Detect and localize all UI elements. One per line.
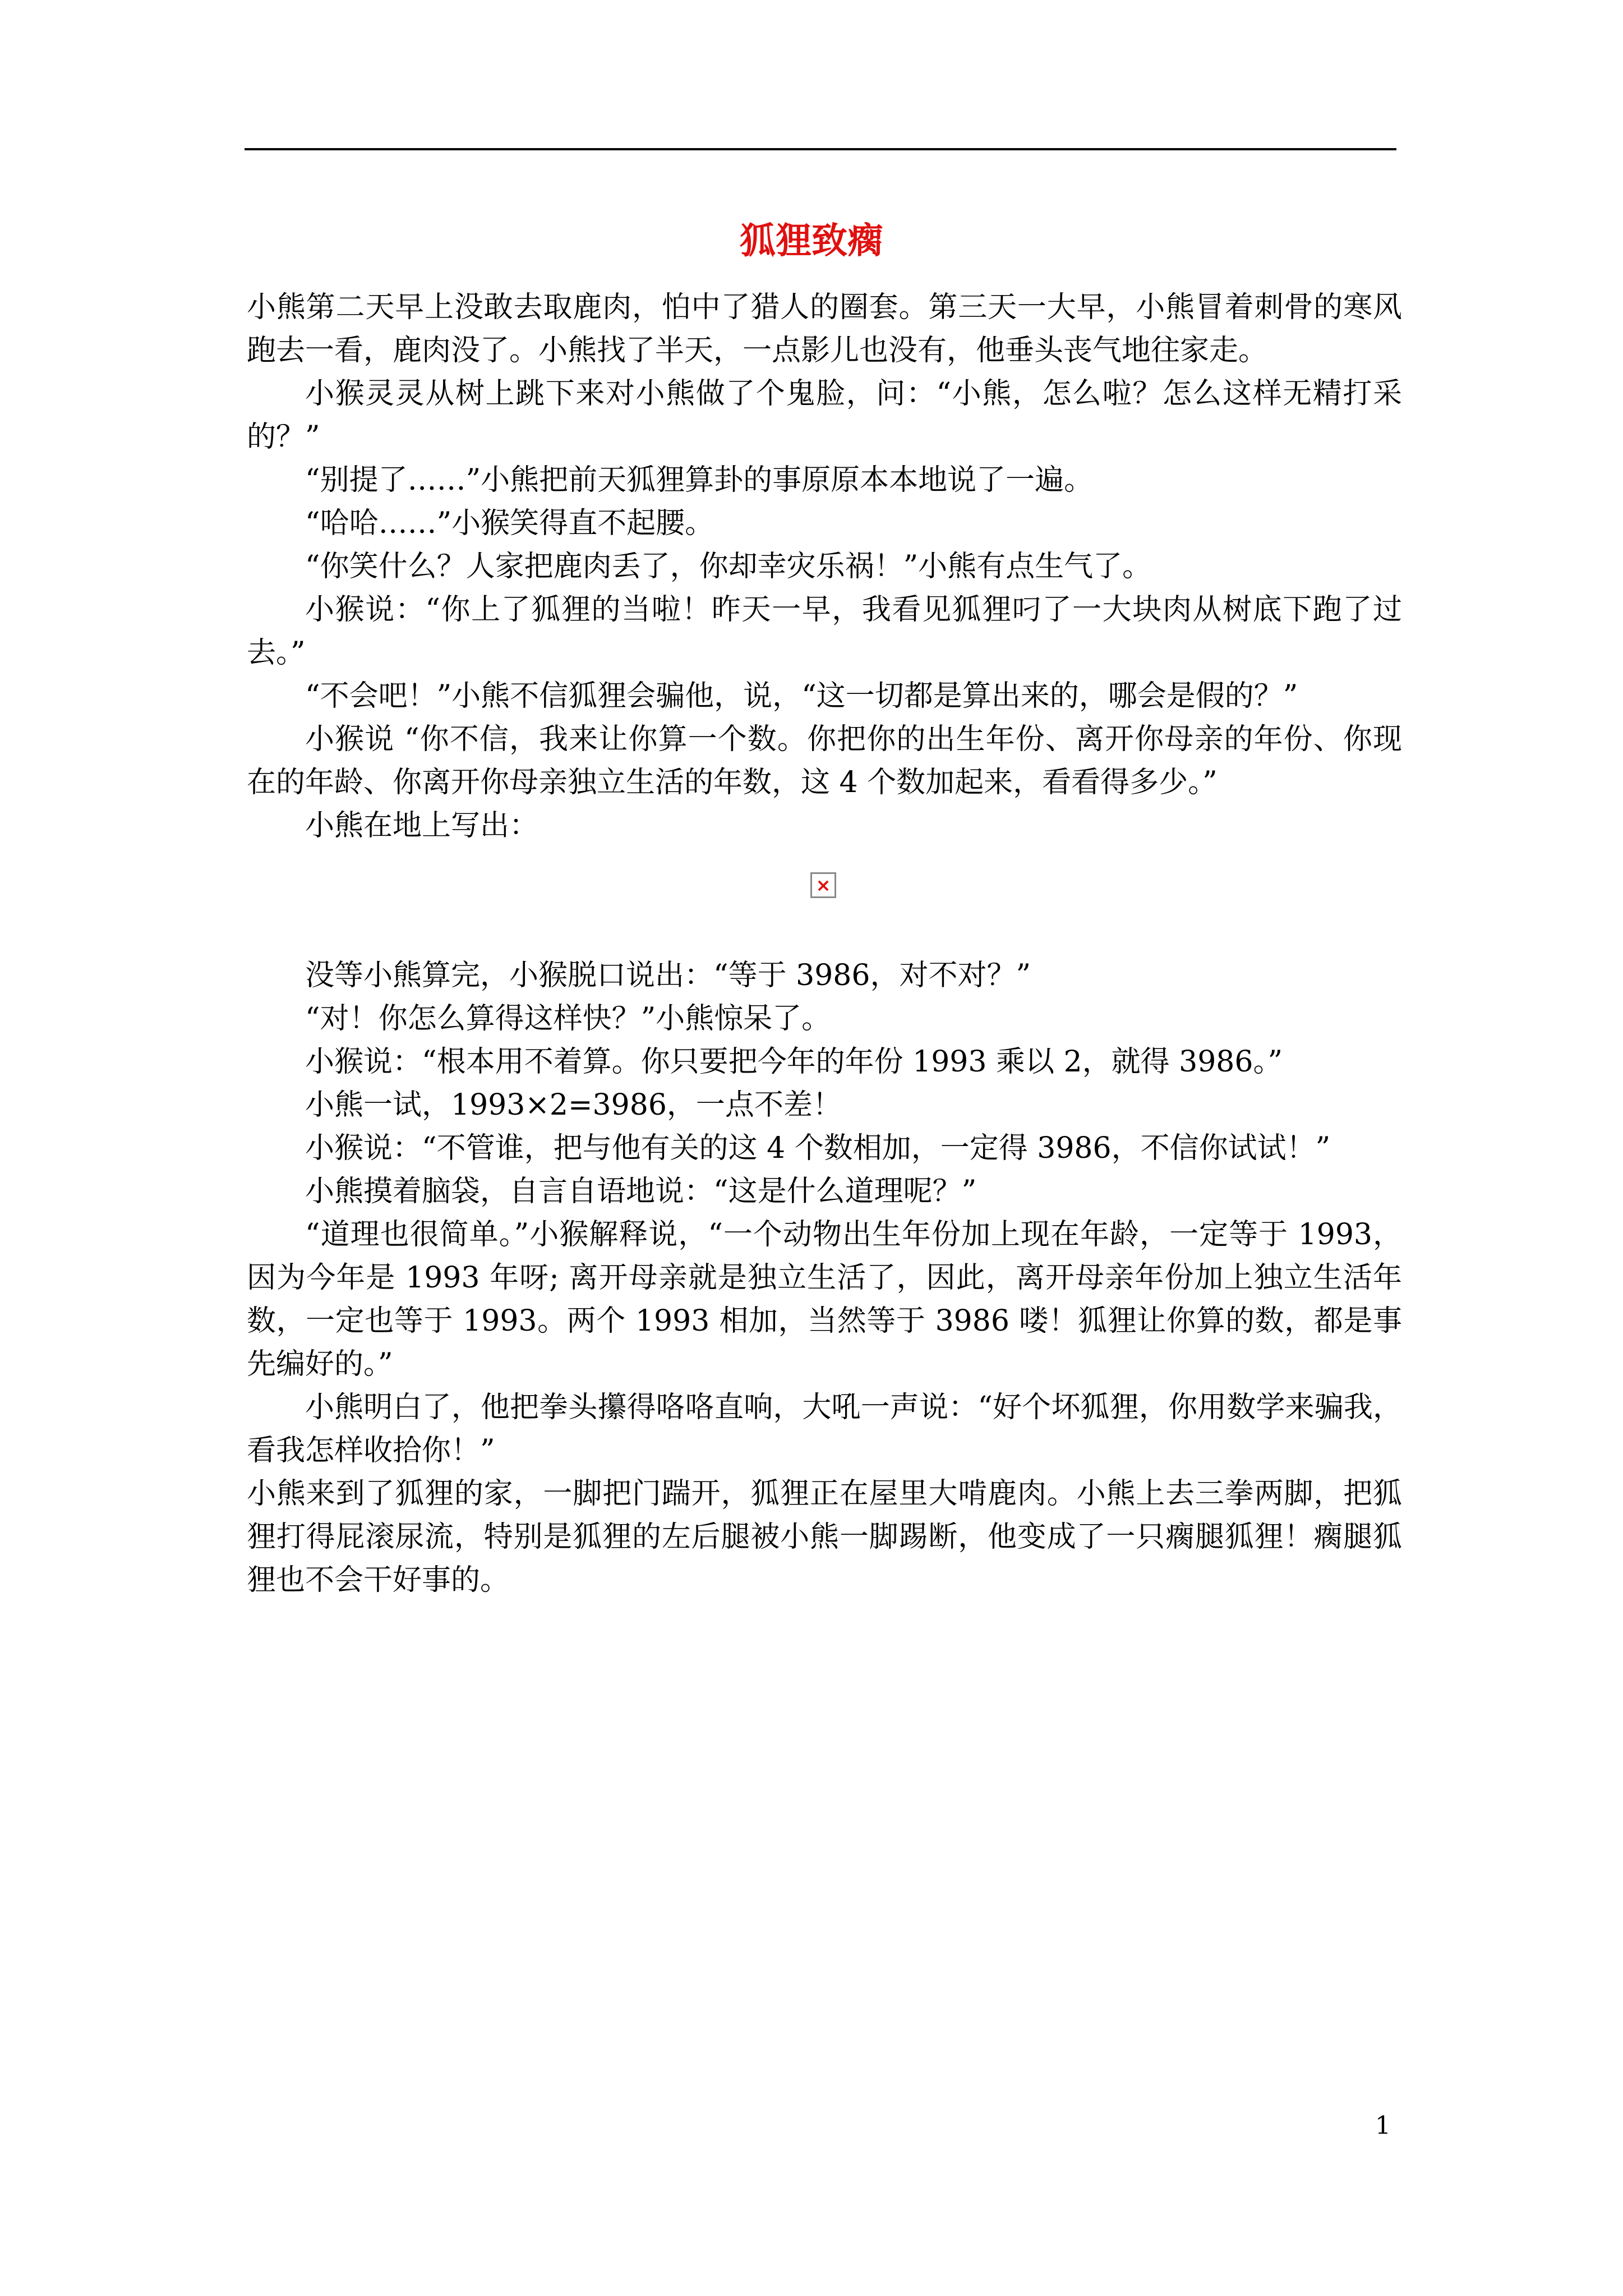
paragraph: 小猴说：“不管谁，把与他有关的这 4 个数相加，一定得 3986，不信你试试！” — [305, 1131, 1331, 1165]
paragraph: 小猴说 “你不信，我来让你算一个数。你把你的出生年份、离开你母亲的年份、你现在的年龄、你离开你母亲独立生活的年数，这 4 个数加起来，看看得多少。” — [247, 723, 1402, 799]
paragraph: 小熊摸着脑袋，自言自语地说：“这是什么道理呢？” — [305, 1175, 977, 1208]
paragraph: “不会吧！”小熊不信狐狸会骗他，说，“这一切都是算出来的，哪会是假的？” — [305, 679, 1298, 713]
paragraph: “别提了……”小熊把前天狐狸算卦的事原原本本地说了一遍。 — [305, 463, 1094, 497]
paragraph: “你笑什么？人家把鹿肉丢了，你却幸灾乐祸！”小熊有点生气了。 — [305, 550, 1152, 583]
page-number: 1 — [1375, 2111, 1391, 2140]
document-title: 狐狸致瘸 — [740, 220, 883, 262]
paragraph: 小熊明白了，他把拳头攥得咯咯直响，大吼一声说：“好个坏狐狸，你用数学来骗我，看我怎样收拾你！” — [247, 1391, 1402, 1467]
paragraph: 小猴说：“你上了狐狸的当啦！昨天一早，我看见狐狸叼了一大块肉从树底下跑了过去。” — [247, 593, 1402, 670]
paragraph: “对！你怎么算得这样快？”小熊惊呆了。 — [305, 1002, 831, 1036]
paragraph: “道理也很简单。”小猴解释说，“一个动物出生年份加上现在年龄，一定等于 1993，因为今年是 1993 年呀; 离开母亲就是独立生活了，因此，离开母亲年份加上独立生活年数，一定也等于 1993。两个 1993 相加，当然等于 3986 喽！狐狸让你算的数，都是事先编好的。” — [247, 1218, 1402, 1381]
paragraph: 小熊来到了狐狸的家，一脚把门踹开，狐狸正在屋里大啃鹿肉。小熊上去三拳两脚，把狐狸打得屁滚尿流，特别是狐狸的左后腿被小熊一脚踢断，他变成了一只瘸腿狐狸！瘸腿狐狸也不会干好事的。 — [247, 1477, 1402, 1597]
paragraph: 小熊第二天早上没敢去取鹿肉，怕中了猎人的圈套。第三天一大早，小熊冒着刺骨的寒风跑去一看，鹿肉没了。小熊找了半天，一点影儿也没有，他垂头丧气地往家走。 — [247, 291, 1402, 367]
document-body — [247, 286, 1402, 1602]
paragraph: 小猴灵灵从树上跳下来对小熊做了个鬼脸，问：“小熊，怎么啦？怎么这样无精打采的？” — [247, 377, 1402, 454]
image-placeholder — [247, 848, 1402, 954]
paragraph: 小猴说：“根本用不着算。你只要把今年的年份 1993 乘以 2，就得 3986。” — [305, 1045, 1283, 1079]
broken-image-icon: × — [810, 872, 836, 898]
paragraph: 小熊在地上写出： — [305, 809, 539, 843]
paragraph: 没等小熊算完，小猴脱口说出：“等于 3986，对不对？” — [305, 959, 1031, 992]
paragraph: 小熊一试，1993×2=3986，一点不差！ — [305, 1088, 842, 1122]
paragraph: “哈哈……”小猴笑得直不起腰。 — [305, 507, 714, 540]
header-rule — [245, 148, 1396, 150]
